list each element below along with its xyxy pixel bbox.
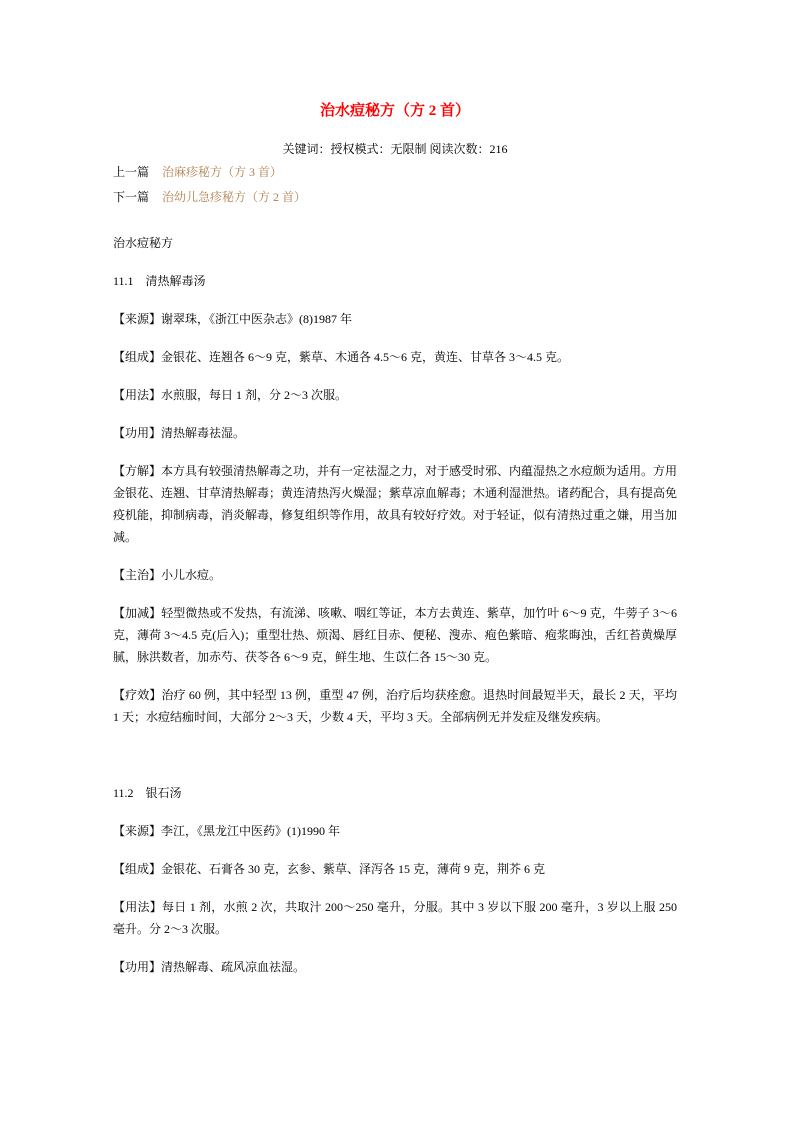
page-title: 治水痘秘方（方 2 首） [319,103,470,119]
paragraph-efficacy-1: 【疗效】治疗 60 例，其中轻型 13 例，重型 47 例，治疗后均获痊愈。退热时间最短半天，最长 2 天，平均 1 天；水痘结痂时间，大部分 2～3 天，少数 4 天，平均 3 天。全部病例无并发症及继发疾病。 [113,688,677,724]
prev-post-label: 上一篇 [113,165,150,179]
paragraph-indication-1: 【主治】小儿水痘。 [113,568,222,582]
next-post-link[interactable]: 治幼儿急疹秘方（方 2 首） [162,190,307,204]
paragraph-source-2: 【来源】李江，《黑龙江中医药》(1)1990 年 [113,824,340,838]
paragraph-explanation-1: 【方解】本方具有较强清热解毒之功，并有一定祛湿之力，对于感受时邪、内蕴湿热之水痘颇为适用。方用金银花、连翘、甘草清热解毒；黄连清热泻火燥湿；紫草凉血解毒；木通利湿泄热。诸药配合，具有提高免疫机能，抑制病毒，消炎解毒，修复组织等作用，故具有较好疗效。对于轻证，似有清热过重之嫌，用当加减。 [113,464,678,544]
section-spacer [113,744,677,766]
paragraph-function-1: 【功用】清热解毒祛湿。 [113,426,246,440]
paragraph-composition-1: 【组成】金银花、连翘各 6～9 克，紫草、木通各 4.5～6 克，黄连、甘草各 3～4.5 克。 [113,350,570,364]
paragraph-usage-1: 【用法】水煎服，每日 1 剂，分 2～3 次服。 [113,388,348,402]
next-post-row [113,185,677,210]
meta-line: 关键词：授权模式：无限制 阅读次数：216 [282,142,508,156]
paragraph-composition-2: 【组成】金银花、石膏各 30 克，玄参、紫草、泽泻各 15 克，薄荷 9 克，荆芥 6 克 [113,862,546,876]
paragraph-modification-1: 【加减】轻型微热或不发热，有流涕、咳嗽、咽红等证，本方去黄连、紫草，加竹叶 6～9 克，牛蒡子 3～6 克，薄荷 3～4.5 克(后入)；重型壮热、烦渴、唇红目赤、便秘、溲赤、疱色紫暗、疱浆晦浊，舌红苔黄燥厚腻，脉洪数者，加赤芍、茯苓各 6～9 克，鲜生地、生苡仁各 15～30 克。 [113,606,677,664]
next-post-label: 下一篇 [113,190,150,204]
paragraph-function-2: 【功用】清热解毒、疏风凉血祛湿。 [113,960,306,974]
prev-post-link[interactable]: 治麻疹秘方（方 3 首） [162,165,283,179]
prev-post-row [113,160,677,185]
section-heading-1: 11.1 清热解毒汤 [113,274,206,288]
paragraph-source-1: 【来源】谢翠珠，《浙江中医杂志》(8)1987 年 [113,312,352,326]
paragraph-usage-2: 【用法】每日 1 剂，水煎 2 次，共取汁 200～250 毫升，分服。其中 3 岁以下服 200 毫升，3 岁以上服 250 毫升。分 2～3 次服。 [113,900,677,936]
section-heading-2: 11.2 银石汤 [113,786,182,800]
intro-text: 治水痘秘方 [113,236,174,250]
